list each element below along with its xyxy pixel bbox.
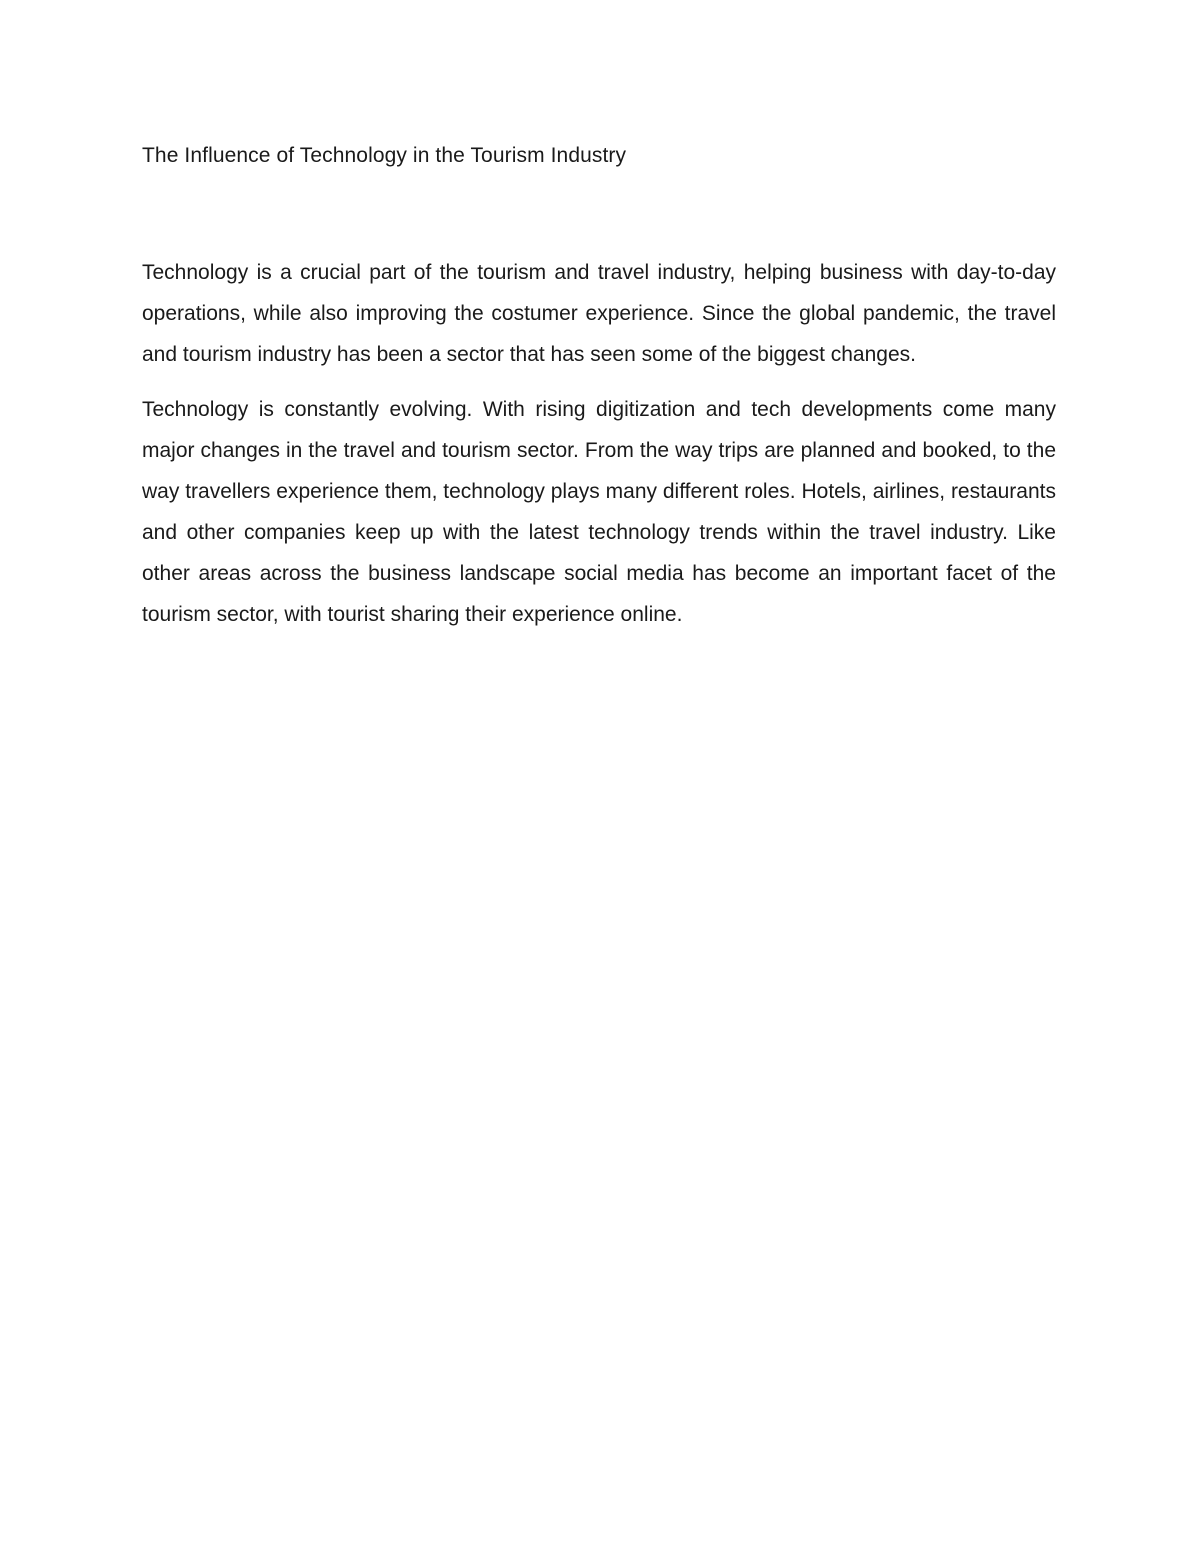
document-title: The Influence of Technology in the Tourism Industry — [142, 144, 627, 167]
paragraph-1: Technology is a crucial part of the tourism and travel industry, helping business with day-to-day operations, while also improving the costumer experience. Since the global pandemic, the travel and tourism industry has been a sector that has seen some of the biggest changes. — [142, 261, 1056, 366]
paragraph-2: Technology is constantly evolving. With rising digitization and tech developments come many major changes in the travel and tourism sector. From the way trips are planned and booked, to the way travellers experience them, technology plays many different roles. Hotels, airlines, restaurants and other companies keep up with the latest technology trends within the travel industry. Like other areas across the business landscape social media has become an important facet of the tourism sector, with tourist sharing their experience online. — [142, 398, 1056, 626]
document-body — [142, 140, 1056, 635]
